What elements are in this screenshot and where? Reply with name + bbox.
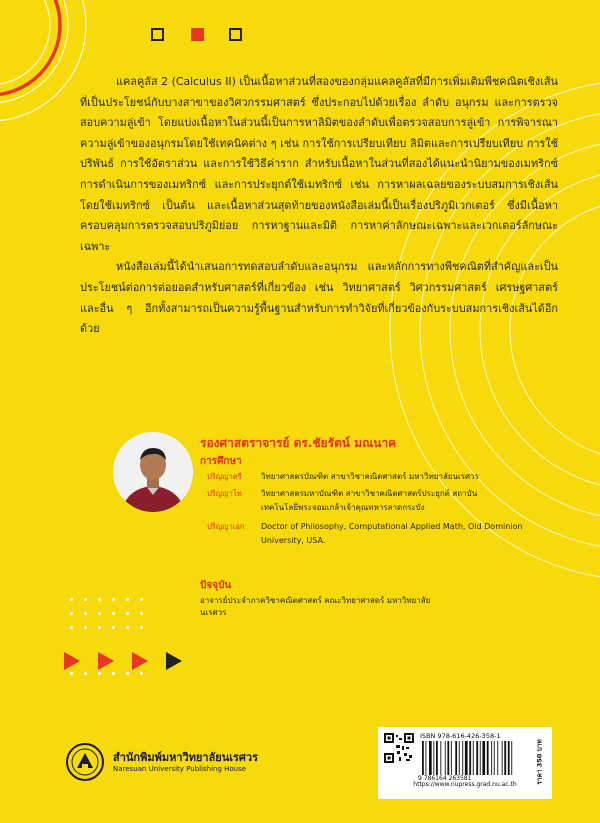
barcode-bar [462,741,463,775]
barcode-bar [447,741,449,775]
barcode-bar [480,741,481,775]
barcode-bar [455,741,457,775]
barcode-bar [504,741,506,775]
play-triangle-icon [166,652,182,670]
qr-code-icon [384,733,414,763]
education-heading: การศึกษา [200,456,242,467]
barcode-bar [487,741,489,775]
barcode-bar [491,741,492,775]
publisher-website: https://www.nupress.grad.nu.ac.th [413,781,517,788]
degree-level: ปริญญาตรี [207,472,242,481]
barcode-bar [502,741,503,775]
description-text [80,72,558,340]
paragraph-2: หนังสือเล่มนี้ได้นำเสนอการทดสอบลำดับและอนุกรม และหลักการทางพีชคณิตที่สำคัญและเป็นประโยชน์ต่อการต่อยอดสำหรับศาสตร์ที่เกี่ยวข้อง เช่น วิทยาศาสตร์ วิศวกรรมศาสตร์ เศรษฐศาสตร์ และอื่น ๆ อีกทั้งสามารถเป็นความรู้พื้นฐานสำหรับการทำวิจัยที่เกี่ยวข้องกับระบบสมการเชิงเส้นได้อีกด้วย [80,260,558,336]
degree-level: ปริญญาโท [207,489,242,498]
publisher-block [65,742,258,786]
university-seal-icon [65,742,105,782]
barcode-bar [482,741,485,775]
barcode-bar [511,741,512,775]
barcode-bar [459,741,460,775]
play-triangle-icon [98,652,114,670]
barcode-icon [420,741,532,775]
barcode-bar [436,741,438,775]
isbn-text: ISBN 978-616-426-358-1 [420,732,501,740]
barcode-bar [422,741,424,775]
top-left-red-arc [0,0,60,95]
filled-square-icon [191,28,204,41]
degree-level: ปริญญาเอก [207,522,245,531]
barcode-bar [473,741,474,775]
current-position-heading: ปัจจุบัน [200,580,232,591]
barcode-bar [433,741,434,775]
barcode-bar [426,741,427,775]
degree-text: Doctor of Philosophy, Computational Applied Math, Old Dominion University, USA. [261,522,523,545]
outline-square-icon [229,28,242,41]
author-photo [113,432,193,512]
degree-text: วิทยาศาสตรมหาบัณฑิต สาขาวิชาคณิตศาสตร์ประยุกต์ สถาบันเทคโนโลยีพระจอมเกล้าเจ้าคุณทหารลาดกระบัง [261,489,478,512]
barcode-bar [494,741,495,775]
paragraph-1: แคลคูลัส 2 (Calculus II) เป็นเนื้อหาส่วนที่สองของกลุ่มแคลคูลัสที่มีการเพิ่มเติมพีชคณิตเชิงเส้นที่เป็นประโยชน์กับบางสาขาของวิศวกรรมศาสตร์ ซึ่งประกอบไปด้วยเรื่อง ลำดับ อนุกรม และการตรวจสอบความลู่เข้า โดยแบ่งเนื้อหาในส่วนนี้เป็นการหาลิมิตของลำดับเพื่อตรวจสอบการลู่เข้า การพิจารณาความลู่เข้าของอนุกรมโดยใช้เทคนิคต่าง ๆ เช่น การใช้การเปรียบเทียบ ลิมิตและการเปรียบเทียบ การใช้ปริพันธ์ การใช้อัตราส่วน และการใช้วิธีค่าราก สำหรับเนื้อหาในส่วนที่สองได้แนะนำนิยามของเมทริกซ์ การดำเนินการของเมทริกซ์ และการประยุกต์ใช้เมทริกซ์ เช่น การหาผลเฉลยของระบบสมการเชิงเส้นโดยใช้เมทริกซ์ เป็นต้น และเนื้อหาส่วนสุดท้ายของหนังสือเล่มนี้เป็นเรื่องปริภูมิเวกเตอร์ ซึ่งมีเนื้อหาครอบคลุมการตรวจสอบปริภูมิย่อย การหาฐานและมิติ การหาค่าลักษณะเฉพาะและเวกเตอร์ลักษณะเฉพาะ [80,75,558,253]
publisher-name-thai: สำนักพิมพ์มหาวิทยาลัยนเรศวร [113,751,258,764]
top-left-arcs [0,0,86,121]
barcode-box [378,727,552,799]
current-position-text: อาจารย์ประจำภาควิชาคณิตศาสตร์ คณะวิทยาศาสตร์ มหาวิทยาลัยนเรศวร [200,596,431,617]
barcode-bar [476,741,478,775]
barcode-bar [451,741,452,775]
barcode-bar [440,741,441,775]
barcode-digits: 9 786164 263581 [418,775,472,782]
barcode-bar [465,741,468,775]
publisher-name-english: Naresuan University Publishing House [113,765,247,773]
barcode-bar [469,741,471,775]
author-name: รองศาสตราจารย์ ดร.ชัยรัตน์ มณนาค [200,436,397,450]
barcode-bar [445,741,446,775]
barcode-bar [429,741,432,775]
play-triangle-icon [132,652,148,670]
play-triangle-icon [64,652,80,670]
barcode-bar [497,741,498,775]
price-text: ราคา 350 บาท [535,739,544,785]
outline-square-icon [151,28,164,41]
degree-text: วิทยาศาสตรบัณฑิต สาขาวิชาคณิตศาสตร์ มหาวิทยาลัยนเรศวร [261,472,479,481]
barcode-bar [508,741,510,775]
